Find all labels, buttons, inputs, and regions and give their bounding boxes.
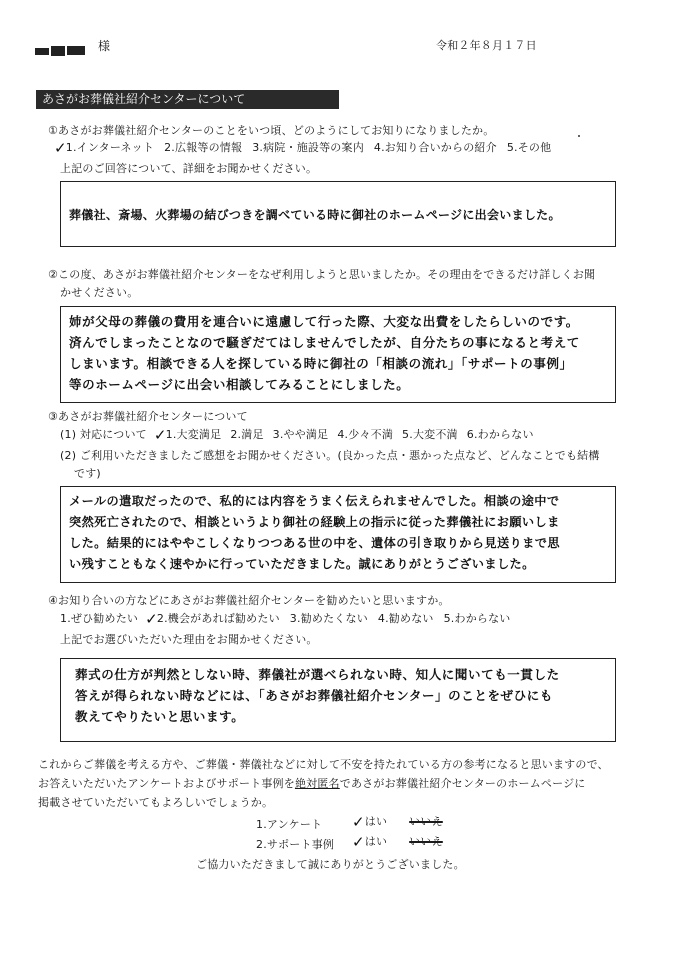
q1-option-1[interactable]: 1.インターネット [65, 141, 155, 154]
q4-answer-box [60, 658, 616, 742]
thanks-message: ご協力いただきまして誠にありがとうございました。 [196, 858, 465, 871]
q3-sub1-option-4[interactable]: 4.少々不満 [337, 428, 394, 441]
q3-answer-line: 突然死亡されたので、相談というより御社の経験上の指示に従った葬儀社にお願いしま [69, 515, 560, 529]
q3-sub1-row [60, 428, 534, 442]
consent-support-yes[interactable]: はい [364, 835, 388, 848]
q4-option-5[interactable]: 5.わからない [443, 612, 511, 625]
q1-answer-line: 葬儀社、斎場、火葬場の結びつきを調べている時に御社のホームページに出会いました。 [69, 208, 561, 222]
q3-answer-line: メールの遣取だったので、私的には内容をうまく伝えられませんでした。相談の途中で [69, 494, 560, 508]
consent-item-survey-label: 1.アンケート [256, 818, 323, 831]
q3-sub1-option-5[interactable]: 5.大変不満 [402, 428, 458, 441]
q4-option-4[interactable]: 4.勧めない [377, 612, 434, 625]
customer-name-redacted [35, 40, 87, 51]
q1-option-5[interactable]: 5.その他 [506, 141, 552, 154]
name-suffix: 様 [98, 39, 111, 53]
q2-question-line: かせください。 [60, 286, 139, 299]
check-mark-icon: ✓ [145, 610, 158, 628]
q2-answer-box [60, 306, 616, 403]
stray-mark [578, 135, 580, 137]
q2-answer-line: 等のホームページに出会い相談してみることにしました。 [69, 377, 410, 392]
q2-question-line: ②この度、あさがお葬儀社紹介センターをなぜ利用しようと思いましたか。その理由をできるだけ詳しくお聞 [48, 268, 596, 281]
consent-item-survey-answer [352, 815, 443, 829]
q3-sub1-option-2[interactable]: 2.満足 [230, 428, 264, 441]
q4-option-3[interactable]: 3.勧めたくない [289, 612, 368, 625]
consent-line-2: お答えいただいたアンケートおよびサポート事例を絶対匿名であさがお葬儀社紹介センターのホームページに [38, 777, 586, 790]
consent-item-support-answer [352, 835, 443, 849]
q4-answer-line: 教えてやりたいと思います。 [75, 709, 245, 724]
q2-answer-line: しまいます。相談できる人を探している時に御社の「相談の流れ」「サポートの事例」 [69, 356, 573, 371]
q3-sub1-option-3[interactable]: 3.やや満足 [272, 428, 329, 441]
anonymous-emphasis: 絶対匿名 [294, 777, 340, 790]
q1-option-4[interactable]: 4.お知り合いからの紹介 [373, 141, 497, 154]
q4-answer-line: 答えが得られない時などには、「あさがお葬儀社紹介センター」のことをぜひにも [75, 688, 553, 703]
section-title: あさがお葬儀社紹介センターについて [36, 90, 339, 109]
q3-sub2-line: (2) ご利用いただきましたご感想をお聞かせください。(良かった点・悪かった点など、どんなことでも結構 [60, 449, 600, 462]
check-mark-icon: ✓ [54, 139, 67, 157]
q2-answer-line: 済んでしまったことなので騒ぎだてはしませんでしたが、自分たちの事になると考えて [69, 335, 580, 350]
consent-support-no[interactable]: いいえ [409, 835, 443, 848]
q3-sub1-option-6[interactable]: 6.わからない [466, 428, 534, 441]
q2-answer-line: 姉が父母の葬儀の費用を連合いに遠慮して行った際、大変な出費をしたらしいのです。 [69, 314, 579, 329]
q4-options [60, 612, 511, 626]
q3-answer-box [60, 486, 616, 583]
q4-question: ④お知り合いの方などにあさがお葬儀社紹介センターを勧めたいと思いますか。 [48, 594, 450, 607]
q4-option-1[interactable]: 1.ぜひ勧めたい [60, 612, 139, 625]
q3-sub1-option-1[interactable]: 1.大変満足 [165, 428, 222, 441]
q3-answer-line: した。結果的にはややこしくなりつつある世の中を、遺体の引き取りから見送りまで思 [69, 536, 560, 550]
q1-question: ①あさがお葬儀社紹介センターのことをいつ頃、どのようにしてお知りになりましたか。 [48, 124, 495, 137]
q1-answer-box [60, 181, 616, 247]
q3-question: ③あさがお葬儀社紹介センターについて [48, 410, 248, 423]
q1-option-2[interactable]: 2.広報等の情報 [164, 141, 243, 154]
q1-option-3[interactable]: 3.病院・施設等の案内 [252, 141, 364, 154]
consent-survey-yes[interactable]: はい [364, 815, 388, 828]
consent-line-3: 掲載させていただいてもよろしいでしょうか。 [38, 796, 274, 809]
q3-sub2-line: です) [74, 467, 101, 480]
consent-line-1: これからご葬儀を考える方や、ご葬儀・葬儀社などに対して不安を持たれている方の参考になると思いますので、 [38, 758, 609, 771]
consent-item-support-label: 2.サポート事例 [256, 838, 335, 851]
check-mark-icon: ✓ [153, 426, 167, 444]
q1-followup: 上記のご回答について、詳細をお聞かせください。 [60, 162, 318, 175]
q3-sub1-label: (1) 対応について [60, 428, 147, 441]
check-mark-icon: ✓ [352, 833, 365, 851]
q3-answer-line: い残すこともなく速やかに行っていただきました。誠にありがとうございました。 [69, 557, 535, 571]
document-date: 令和２年８月１７日 [436, 39, 537, 52]
q4-followup: 上記でお選びいただいた理由をお聞かせください。 [60, 633, 318, 646]
q4-answer-line: 葬式の仕方が判然としない時、葬儀社が選べられない時、知人に聞いても一貫した [75, 667, 560, 682]
q1-options [48, 141, 551, 155]
check-mark-icon: ✓ [352, 813, 365, 831]
consent-survey-no[interactable]: いいえ [409, 815, 443, 828]
q4-option-2[interactable]: 2.機会があれば勧めたい [156, 612, 280, 625]
